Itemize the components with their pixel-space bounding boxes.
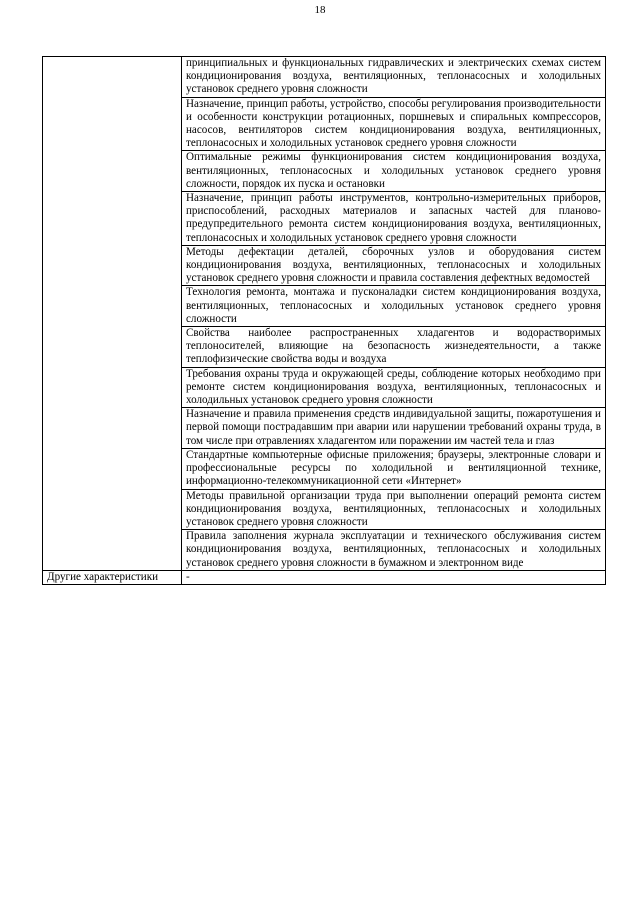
other-characteristics-label: Другие характеристики bbox=[43, 570, 182, 584]
page-number: 18 bbox=[314, 4, 326, 16]
table-row bbox=[43, 57, 606, 98]
knowledge-item: Назначение, принцип работы инструментов, контрольно-измерительных приборов, приспособлений, расходных материалов и запасных частей для планово-предупредительного ремонта систем кондиционирования воздуха, вентиляционных, теплонасосных и холодильных установок среднего уровня сложности bbox=[182, 192, 606, 246]
knowledge-item: принципиальных и функциональных гидравлических и электрических схемах систем кондиционирования воздуха, вентиляционных, теплонасосных и холодильных установок среднего уровня сложности bbox=[182, 57, 606, 98]
knowledge-item: Стандартные компьютерные офисные приложения; браузеры, электронные словари и профессиональные ресурсы по холодильной и вентиляционной технике, информационно-телекоммуникационной сети «Интернет» bbox=[182, 448, 606, 489]
knowledge-item: Свойства наиболее распространенных хладагентов и водорастворимых теплоносителей, влияющие на безопасность жизнедеятельности, а также теплофизические свойства воды и воздуха bbox=[182, 327, 606, 368]
knowledge-item: Оптимальные режимы функционирования систем кондиционирования воздуха, вентиляционных, теплонасосных и холодильных установок среднего уровня сложности, порядок их пуска и остановки bbox=[182, 151, 606, 192]
knowledge-item: Методы правильной организации труда при выполнении операций ремонта систем кондиционирования воздуха, вентиляционных, теплонасосных и холодильных установок среднего уровня сложности bbox=[182, 489, 606, 530]
knowledge-item: Правила заполнения журнала эксплуатации и технического обслуживания систем кондиционирования воздуха, вентиляционных, теплонасосных и холодильных установок среднего уровня сложности в бумажном и электронном виде bbox=[182, 530, 606, 571]
other-characteristics-value: - bbox=[182, 570, 606, 584]
knowledge-item: Технология ремонта, монтажа и пусконаладки систем кондиционирования воздуха, вентиляционных, теплонасосных и холодильных установок среднего уровня сложности bbox=[182, 286, 606, 327]
left-merged-cell bbox=[43, 57, 182, 571]
knowledge-item: Назначение, принцип работы, устройство, способы регулирования производительности и особенности конструкции ротационных, поршневых и спиральных компрессоров, насосов, вентиляторов систем кондиционирования воздуха, вентиляционных, теплонасосных и холодильных установок среднего уровня сложности bbox=[182, 97, 606, 151]
knowledge-item: Методы дефектации деталей, сборочных узлов и оборудования систем кондиционирования воздуха, вентиляционных, теплонасосных и холодильных установок среднего уровня сложности и правила составления дефектных ведомостей bbox=[182, 245, 606, 286]
other-characteristics-row bbox=[43, 570, 606, 584]
knowledge-item: Назначение и правила применения средств индивидуальной защиты, пожаротушения и первой помощи пострадавшим при аварии или нарушении требований охраны труда, в том числе при отравлениях хладагентом или поражении им частей тела и глаз bbox=[182, 408, 606, 449]
knowledge-table bbox=[42, 56, 606, 585]
knowledge-item: Требования охраны труда и окружающей среды, соблюдение которых необходимо при ремонте систем кондиционирования воздуха, вентиляционных, теплонасосных и холодильных установок среднего уровня сложности bbox=[182, 367, 606, 408]
